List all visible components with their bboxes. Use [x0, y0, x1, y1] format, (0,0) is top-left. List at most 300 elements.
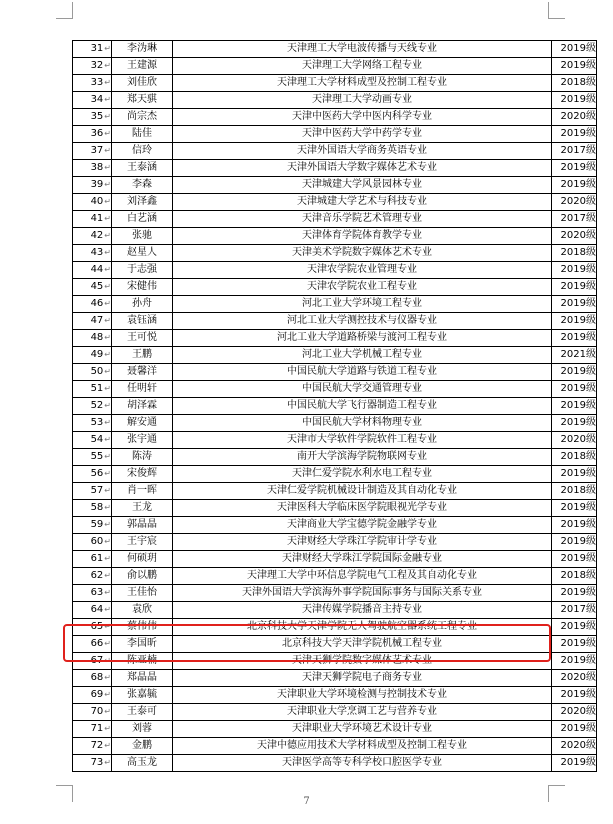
- row-number: 36: [90, 128, 104, 139]
- row-number-cell: [73, 721, 112, 738]
- row-number-cell: [73, 466, 112, 483]
- paragraph-mark-icon: ↵: [104, 401, 111, 410]
- student-name: 刘佳欣: [112, 75, 173, 92]
- table-row: [73, 75, 597, 92]
- row-number: 57: [90, 485, 104, 496]
- enrollment-year: 2017级: [552, 211, 597, 228]
- table-row: [73, 534, 597, 551]
- paragraph-mark-icon: ↵: [104, 639, 111, 648]
- paragraph-mark-icon: ↵: [104, 350, 111, 359]
- enrollment-year: 2019级: [552, 381, 597, 398]
- row-number-cell: [73, 568, 112, 585]
- major-cell: 天津商业大学宝德学院金融学专业: [173, 517, 552, 534]
- paragraph-mark-icon: ↵: [104, 367, 111, 376]
- student-name: 袁欣: [112, 602, 173, 619]
- row-number-cell: [73, 347, 112, 364]
- row-number-cell: [73, 296, 112, 313]
- table-row: [73, 330, 597, 347]
- paragraph-mark-icon: ↵: [104, 622, 111, 631]
- major-cell: 天津财经大学珠江学院国际金融专业: [173, 551, 552, 568]
- major-cell: 天津中医药大学中医内科学专业: [173, 109, 552, 126]
- student-name: 张驰: [112, 228, 173, 245]
- student-name: 解安通: [112, 415, 173, 432]
- row-number-cell: [73, 449, 112, 466]
- paragraph-mark-icon: ↵: [104, 724, 111, 733]
- table-row: [73, 738, 597, 755]
- major-cell: 北京科技大学天津学院机械工程专业: [173, 636, 552, 653]
- row-number: 35: [90, 111, 104, 122]
- enrollment-year: 2020级: [552, 738, 597, 755]
- student-name: 李沩琳: [112, 41, 173, 58]
- paragraph-mark-icon: ↵: [104, 78, 111, 87]
- row-number-cell: [73, 704, 112, 721]
- major-cell: 天津美术学院数字媒体艺术专业: [173, 245, 552, 262]
- enrollment-year: 2020级: [552, 670, 597, 687]
- row-number: 52: [90, 400, 104, 411]
- student-name: 李国昕: [112, 636, 173, 653]
- row-number: 67: [90, 655, 104, 666]
- major-cell: 天津医学高等专科学校口腔医学专业: [173, 755, 552, 772]
- row-number: 43: [90, 247, 104, 258]
- major-cell: 天津农学院农业管理专业: [173, 262, 552, 279]
- enrollment-year: 2019级: [552, 313, 597, 330]
- table-row: [73, 109, 597, 126]
- paragraph-mark-icon: ↵: [104, 197, 111, 206]
- table-row: [73, 415, 597, 432]
- row-number: 62: [90, 570, 104, 581]
- row-number-cell: [73, 126, 112, 143]
- enrollment-year: 2019级: [552, 619, 597, 636]
- enrollment-year: 2020级: [552, 704, 597, 721]
- table-row: [73, 245, 597, 262]
- row-number-cell: [73, 398, 112, 415]
- paragraph-mark-icon: ↵: [104, 741, 111, 750]
- paragraph-mark-icon: ↵: [104, 605, 111, 614]
- row-number: 71: [90, 723, 104, 734]
- major-cell: 天津财经大学珠江学院审计学专业: [173, 534, 552, 551]
- major-cell: 天津中医药大学中药学专业: [173, 126, 552, 143]
- table-row: [73, 670, 597, 687]
- paragraph-mark-icon: ↵: [104, 537, 111, 546]
- table-row: [73, 466, 597, 483]
- row-number-cell: [73, 177, 112, 194]
- row-number: 68: [90, 672, 104, 683]
- paragraph-mark-icon: ↵: [104, 435, 111, 444]
- row-number-cell: [73, 483, 112, 500]
- row-number-cell: [73, 279, 112, 296]
- enrollment-year: 2019级: [552, 262, 597, 279]
- paragraph-mark-icon: ↵: [104, 469, 111, 478]
- major-cell: 天津理工大学中环信息学院电气工程及其自动化专业: [173, 568, 552, 585]
- student-name: 张宇通: [112, 432, 173, 449]
- table-row: [73, 177, 597, 194]
- table-row: [73, 517, 597, 534]
- row-number-cell: [73, 381, 112, 398]
- enrollment-year: 2021级: [552, 347, 597, 364]
- row-number: 54: [90, 434, 104, 445]
- row-number: 32: [90, 60, 104, 71]
- enrollment-year: 2019级: [552, 58, 597, 75]
- student-name: 王宇宸: [112, 534, 173, 551]
- row-number-cell: [73, 41, 112, 58]
- major-cell: 天津体育学院体育教学专业: [173, 228, 552, 245]
- table-row: [73, 143, 597, 160]
- table-row: [73, 687, 597, 704]
- row-number: 56: [90, 468, 104, 479]
- row-number-cell: [73, 670, 112, 687]
- row-number: 39: [90, 179, 104, 190]
- table-row: [73, 398, 597, 415]
- row-number: 69: [90, 689, 104, 700]
- row-number: 46: [90, 298, 104, 309]
- table-row: [73, 279, 597, 296]
- major-cell: 北京科技大学天津学院无人驾驶航空器系统工程专业: [173, 619, 552, 636]
- row-number: 47: [90, 315, 104, 326]
- row-number-cell: [73, 364, 112, 381]
- student-name: 聂馨洋: [112, 364, 173, 381]
- student-roster-table: [72, 40, 597, 772]
- major-cell: 中国民航大学道路与铁道工程专业: [173, 364, 552, 381]
- paragraph-mark-icon: ↵: [104, 163, 111, 172]
- student-name: 宋健伟: [112, 279, 173, 296]
- row-number-cell: [73, 194, 112, 211]
- row-number: 64: [90, 604, 104, 615]
- student-name: 赵星人: [112, 245, 173, 262]
- student-name: 郑天骐: [112, 92, 173, 109]
- enrollment-year: 2019级: [552, 279, 597, 296]
- enrollment-year: 2019级: [552, 160, 597, 177]
- paragraph-mark-icon: ↵: [104, 707, 111, 716]
- table-row: [73, 568, 597, 585]
- table-row: [73, 194, 597, 211]
- row-number: 70: [90, 706, 104, 717]
- row-number: 53: [90, 417, 104, 428]
- row-number: 60: [90, 536, 104, 547]
- major-cell: 天津外国语大学数字媒体艺术专业: [173, 160, 552, 177]
- student-name: 任明轩: [112, 381, 173, 398]
- enrollment-year: 2019级: [552, 364, 597, 381]
- table-row: [73, 58, 597, 75]
- student-name: 张嘉毓: [112, 687, 173, 704]
- major-cell: 中国民航大学交通管理专业: [173, 381, 552, 398]
- row-number: 51: [90, 383, 104, 394]
- major-cell: 天津理工大学材料成型及控制工程专业: [173, 75, 552, 92]
- row-number: 34: [90, 94, 104, 105]
- major-cell: 天津城建大学风景园林专业: [173, 177, 552, 194]
- paragraph-mark-icon: ↵: [104, 129, 111, 138]
- row-number: 44: [90, 264, 104, 275]
- row-number: 48: [90, 332, 104, 343]
- paragraph-mark-icon: ↵: [104, 673, 111, 682]
- table-row: [73, 551, 597, 568]
- major-cell: 天津医科大学临床医学院眼视光学专业: [173, 500, 552, 517]
- table-row: [73, 721, 597, 738]
- enrollment-year: 2019级: [552, 330, 597, 347]
- highlight-box: [63, 624, 551, 662]
- row-number-cell: [73, 228, 112, 245]
- table-row: [73, 755, 597, 772]
- student-name: 陈亚楠: [112, 653, 173, 670]
- student-name: 郑晶晶: [112, 670, 173, 687]
- enrollment-year: 2018级: [552, 449, 597, 466]
- row-number-cell: [73, 313, 112, 330]
- major-cell: 天津外国语大学滨海外事学院国际事务与国际关系专业: [173, 585, 552, 602]
- row-number-cell: [73, 755, 112, 772]
- student-name: 陈涛: [112, 449, 173, 466]
- enrollment-year: 2019级: [552, 755, 597, 772]
- major-cell: 天津理工大学动画专业: [173, 92, 552, 109]
- paragraph-mark-icon: ↵: [104, 758, 111, 767]
- paragraph-mark-icon: ↵: [104, 282, 111, 291]
- paragraph-mark-icon: ↵: [104, 418, 111, 427]
- row-number-cell: [73, 738, 112, 755]
- enrollment-year: 2018级: [552, 245, 597, 262]
- row-number-cell: [73, 551, 112, 568]
- paragraph-mark-icon: ↵: [104, 299, 111, 308]
- paragraph-mark-icon: ↵: [104, 571, 111, 580]
- major-cell: 天津职业大学环境检测与控制技术专业: [173, 687, 552, 704]
- paragraph-mark-icon: ↵: [104, 588, 111, 597]
- table-row: [73, 364, 597, 381]
- row-number: 63: [90, 587, 104, 598]
- row-number: 42: [90, 230, 104, 241]
- crop-mark-top-right: [548, 2, 565, 19]
- row-number-cell: [73, 92, 112, 109]
- row-number: 58: [90, 502, 104, 513]
- paragraph-mark-icon: ↵: [104, 146, 111, 155]
- student-name: 王泰涵: [112, 160, 173, 177]
- table-row: [73, 228, 597, 245]
- row-number-cell: [73, 211, 112, 228]
- paragraph-mark-icon: ↵: [104, 61, 111, 70]
- paragraph-mark-icon: ↵: [104, 656, 111, 665]
- student-name: 孙舟: [112, 296, 173, 313]
- page-number: 7: [303, 796, 310, 807]
- enrollment-year: 2020级: [552, 228, 597, 245]
- row-number: 37: [90, 145, 104, 156]
- enrollment-year: 2019级: [552, 551, 597, 568]
- enrollment-year: 2019级: [552, 687, 597, 704]
- paragraph-mark-icon: ↵: [104, 452, 111, 461]
- row-number-cell: [73, 585, 112, 602]
- table-row: [73, 211, 597, 228]
- major-cell: 河北工业大学机械工程专业: [173, 347, 552, 364]
- student-name: 刘泽鑫: [112, 194, 173, 211]
- major-cell: 天津理工大学电波传播与天线专业: [173, 41, 552, 58]
- enrollment-year: 2020级: [552, 432, 597, 449]
- table-row: [73, 602, 597, 619]
- enrollment-year: 2019级: [552, 721, 597, 738]
- row-number-cell: [73, 687, 112, 704]
- enrollment-year: 2018级: [552, 75, 597, 92]
- major-cell: 中国民航大学飞行器制造工程专业: [173, 398, 552, 415]
- paragraph-mark-icon: ↵: [104, 248, 111, 257]
- student-name: 金鹏: [112, 738, 173, 755]
- student-name: 王泰可: [112, 704, 173, 721]
- table-row: [73, 313, 597, 330]
- row-number-cell: [73, 143, 112, 160]
- enrollment-year: 2019级: [552, 398, 597, 415]
- paragraph-mark-icon: ↵: [104, 95, 111, 104]
- enrollment-year: 2017级: [552, 602, 597, 619]
- row-number: 55: [90, 451, 104, 462]
- row-number-cell: [73, 262, 112, 279]
- student-name: 王龙: [112, 500, 173, 517]
- row-number-cell: [73, 330, 112, 347]
- row-number: 38: [90, 162, 104, 173]
- student-name: 李森: [112, 177, 173, 194]
- table-row: [73, 92, 597, 109]
- row-number: 31: [90, 43, 104, 54]
- student-name: 王建源: [112, 58, 173, 75]
- paragraph-mark-icon: ↵: [104, 316, 111, 325]
- row-number-cell: [73, 517, 112, 534]
- major-cell: 天津市大学软件学院软件工程专业: [173, 432, 552, 449]
- student-name: 于志强: [112, 262, 173, 279]
- student-name: 王鹏: [112, 347, 173, 364]
- major-cell: 河北工业大学道路桥梁与渡河工程专业: [173, 330, 552, 347]
- student-name: 陆佳: [112, 126, 173, 143]
- row-number-cell: [73, 160, 112, 177]
- enrollment-year: 2019级: [552, 517, 597, 534]
- row-number: 41: [90, 213, 104, 224]
- student-name: 何硕玥: [112, 551, 173, 568]
- student-name: 信玲: [112, 143, 173, 160]
- paragraph-mark-icon: ↵: [104, 231, 111, 240]
- enrollment-year: 2019级: [552, 177, 597, 194]
- row-number: 59: [90, 519, 104, 530]
- table-row: [73, 347, 597, 364]
- row-number: 73: [90, 757, 104, 768]
- paragraph-mark-icon: ↵: [104, 384, 111, 393]
- row-number-cell: [73, 602, 112, 619]
- student-name: 袁钰涵: [112, 313, 173, 330]
- student-name: 白艺涵: [112, 211, 173, 228]
- table-row: [73, 500, 597, 517]
- row-number: 33: [90, 77, 104, 88]
- row-number-cell: [73, 75, 112, 92]
- enrollment-year: 2018级: [552, 568, 597, 585]
- major-cell: 中国民航大学材料物理专业: [173, 415, 552, 432]
- major-cell: 天津中德应用技术大学材料成型及控制工程专业: [173, 738, 552, 755]
- enrollment-year: 2019级: [552, 41, 597, 58]
- major-cell: 天津外国语大学商务英语专业: [173, 143, 552, 160]
- major-cell: 天津仁爱学院水利水电工程专业: [173, 466, 552, 483]
- paragraph-mark-icon: ↵: [104, 44, 111, 53]
- enrollment-year: 2019级: [552, 296, 597, 313]
- enrollment-year: 2019级: [552, 92, 597, 109]
- major-cell: 天津职业大学环境艺术设计专业: [173, 721, 552, 738]
- paragraph-mark-icon: ↵: [104, 180, 111, 189]
- table-row: [73, 704, 597, 721]
- row-number: 65: [90, 621, 104, 632]
- row-number-cell: [73, 500, 112, 517]
- row-number: 50: [90, 366, 104, 377]
- row-number: 66: [90, 638, 104, 649]
- row-number: 45: [90, 281, 104, 292]
- major-cell: 河北工业大学环境工程专业: [173, 296, 552, 313]
- row-number-cell: [73, 109, 112, 126]
- paragraph-mark-icon: ↵: [104, 503, 111, 512]
- enrollment-year: 2018级: [552, 483, 597, 500]
- major-cell: 天津城建大学艺术与科技专业: [173, 194, 552, 211]
- major-cell: 天津传媒学院播音主持专业: [173, 602, 552, 619]
- student-name: 蔡伟伟: [112, 619, 173, 636]
- enrollment-year: 2019级: [552, 534, 597, 551]
- table-row: [73, 381, 597, 398]
- student-name: 胡泽霖: [112, 398, 173, 415]
- student-name: 宋俊辉: [112, 466, 173, 483]
- row-number-cell: [73, 534, 112, 551]
- row-number-cell: [73, 415, 112, 432]
- major-cell: 天津职业大学烹调工艺与营养专业: [173, 704, 552, 721]
- table-row: [73, 296, 597, 313]
- row-number-cell: [73, 432, 112, 449]
- row-number-cell: [73, 58, 112, 75]
- student-name: 郭晶晶: [112, 517, 173, 534]
- paragraph-mark-icon: ↵: [104, 214, 111, 223]
- enrollment-year: 2019级: [552, 500, 597, 517]
- enrollment-year: 2019级: [552, 415, 597, 432]
- row-number: 72: [90, 740, 104, 751]
- row-number: 61: [90, 553, 104, 564]
- table-row: [73, 483, 597, 500]
- table-row: [73, 41, 597, 58]
- table-row: [73, 160, 597, 177]
- paragraph-mark-icon: ↵: [104, 554, 111, 563]
- table-row: [73, 432, 597, 449]
- enrollment-year: 2019级: [552, 585, 597, 602]
- table-row: [73, 585, 597, 602]
- major-cell: 天津理工大学网络工程专业: [173, 58, 552, 75]
- paragraph-mark-icon: ↵: [104, 690, 111, 699]
- major-cell: 河北工业大学测控技术与仪器专业: [173, 313, 552, 330]
- major-cell: 天津农学院农业工程专业: [173, 279, 552, 296]
- student-name: 肖一晖: [112, 483, 173, 500]
- student-name: 王可悦: [112, 330, 173, 347]
- major-cell: 南开大学滨海学院物联网专业: [173, 449, 552, 466]
- paragraph-mark-icon: ↵: [104, 265, 111, 274]
- enrollment-year: 2019级: [552, 636, 597, 653]
- student-name: 尚宗杰: [112, 109, 173, 126]
- enrollment-year: 2019级: [552, 653, 597, 670]
- row-number: 49: [90, 349, 104, 360]
- table-row: [73, 449, 597, 466]
- student-name: 王佳怡: [112, 585, 173, 602]
- row-number-cell: [73, 245, 112, 262]
- enrollment-year: 2019级: [552, 466, 597, 483]
- paragraph-mark-icon: ↵: [104, 333, 111, 342]
- major-cell: 天津天狮学院电子商务专业: [173, 670, 552, 687]
- table-row: [73, 126, 597, 143]
- student-name: 俞以鹏: [112, 568, 173, 585]
- enrollment-year: 2019级: [552, 126, 597, 143]
- crop-mark-top-left: [56, 2, 73, 19]
- enrollment-year: 2020级: [552, 109, 597, 126]
- row-number: 40: [90, 196, 104, 207]
- paragraph-mark-icon: ↵: [104, 520, 111, 529]
- paragraph-mark-icon: ↵: [104, 486, 111, 495]
- table-row: [73, 262, 597, 279]
- student-name: 刘蓉: [112, 721, 173, 738]
- major-cell: 天津仁爱学院机械设计制造及其自动化专业: [173, 483, 552, 500]
- major-cell: 天津天狮学院数字媒体艺术专业: [173, 653, 552, 670]
- paragraph-mark-icon: ↵: [104, 112, 111, 121]
- enrollment-year: 2017级: [552, 143, 597, 160]
- enrollment-year: 2020级: [552, 194, 597, 211]
- student-name: 高玉龙: [112, 755, 173, 772]
- major-cell: 天津音乐学院艺术管理专业: [173, 211, 552, 228]
